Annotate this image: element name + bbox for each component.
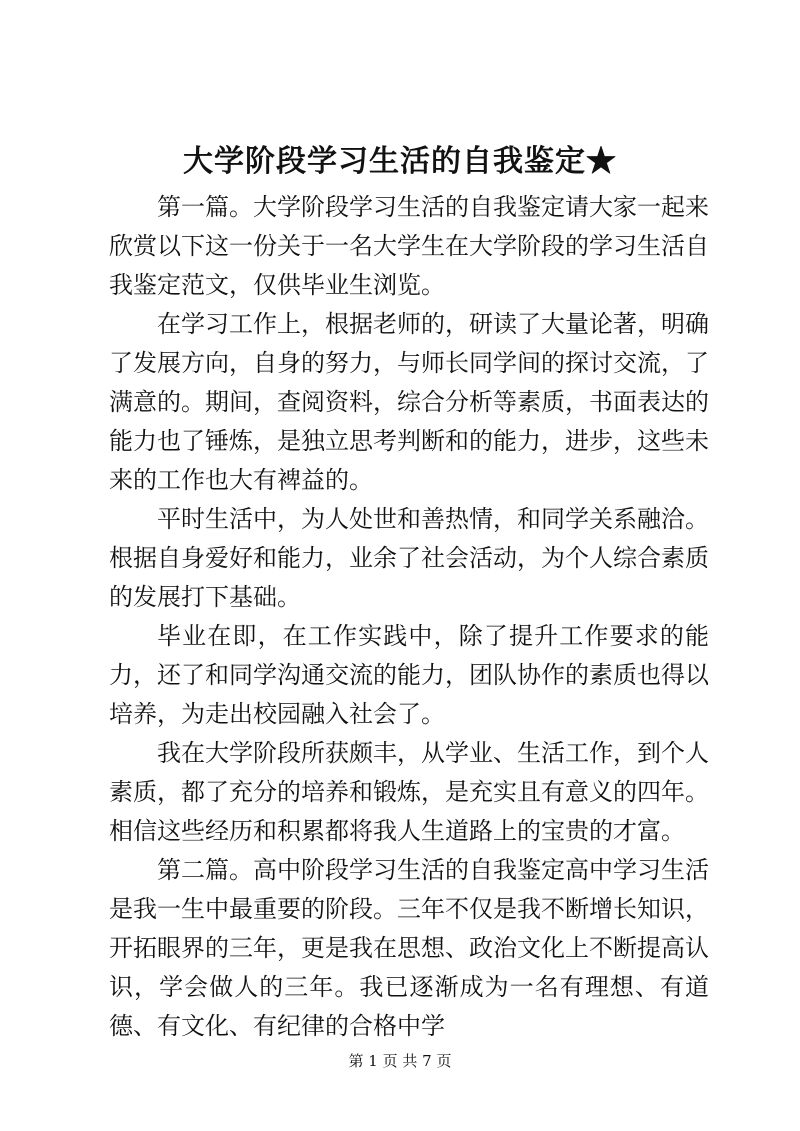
paragraph-4: 毕业在即，在工作实践中，除了提升工作要求的能力，还了和同学沟通交流的能力，团队协作的素质也得以培养，为走出校园融入社会了。 bbox=[109, 622, 709, 728]
paragraph-1: 第一篇。大学阶段学习生活的自我鉴定请大家一起来欣赏以下这一份关于一名大学生在大学阶段的学习生活自我鉴定范文，仅供毕业生浏览。 bbox=[109, 193, 709, 299]
paragraph-6: 第二篇。高中阶段学习生活的自我鉴定高中学习生活是我一生中最重要的阶段。三年不仅是我不断增长知识，开拓眼界的三年，更是我在思想、政治文化上不断提高认识，学会做人的三年。我已逐渐成为一名有理想、有道德、有文化、有纪律的合格中学 bbox=[109, 856, 709, 1040]
document-title: 大学阶段学习生活的自我鉴定★ bbox=[183, 144, 617, 179]
page-footer: 第 1 页 共 7 页 bbox=[348, 1052, 452, 1070]
paragraph-5: 我在大学阶段所获颇丰，从学业、生活工作，到个人素质，都了充分的培养和锻炼，是充实且有意义的四年。相信这些经历和积累都将我人生道路上的宝贵的才富。 bbox=[109, 739, 709, 845]
document-body bbox=[109, 188, 709, 1046]
paragraph-3: 平时生活中，为人处世和善热情，和同学关系融洽。根据自身爱好和能力，业余了社会活动，为个人综合素质的发展打下基础。 bbox=[109, 505, 709, 611]
paragraph-2: 在学习工作上，根据老师的，研读了大量论著，明确了发展方向，自身的努力，与师长同学间的探讨交流，了满意的。期间，查阅资料，综合分析等素质，书面表达的能力也了锤炼，是独立思考判断和的能力，进步，这些未来的工作也大有裨益的。 bbox=[109, 310, 709, 494]
